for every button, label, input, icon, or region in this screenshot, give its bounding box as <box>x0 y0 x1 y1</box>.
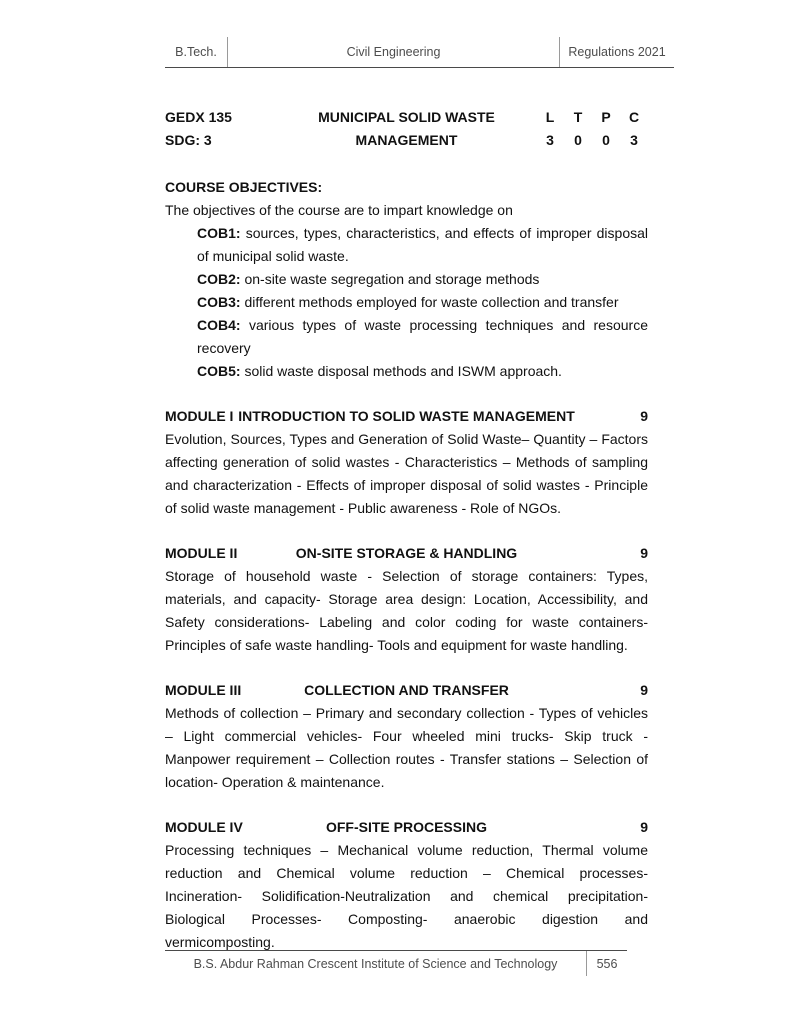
objective-label: COB4: <box>197 317 241 333</box>
module-title: COLLECTION AND TRANSFER <box>304 682 509 698</box>
objective-item-cob5 <box>165 360 648 383</box>
module-2-heading <box>165 542 648 565</box>
course-objectives-heading: COURSE OBJECTIVES: <box>165 179 323 195</box>
ltpc-label-c: C <box>628 109 640 125</box>
course-objectives-section <box>165 176 648 383</box>
objective-label: COB5: <box>197 363 241 379</box>
objective-item-cob4 <box>165 314 648 360</box>
page-header <box>165 37 674 68</box>
ltpc-label-t: T <box>573 109 583 125</box>
footer-page-number: 556 <box>586 951 627 976</box>
module-hours: 9 <box>640 682 648 698</box>
objective-label: COB1: <box>197 225 241 241</box>
ltpc-label-l: L <box>545 109 555 125</box>
ltpc-table <box>536 106 648 152</box>
module-label: MODULE I <box>165 408 234 424</box>
course-code: GEDX 135 <box>165 109 232 125</box>
module-label: MODULE II <box>165 545 238 561</box>
header-degree: B.Tech. <box>175 45 217 59</box>
course-sdg: SDG: 3 <box>165 132 212 148</box>
ltpc-label-p: P <box>601 109 611 125</box>
header-regulations: Regulations 2021 <box>568 45 666 59</box>
module-description: Methods of collection – Primary and secondary collection - Types of vehicles – Light commercial vehicles- Four wheeled mini trucks- Skip truck - Manpower requirement – Collection routes - Transfer stations – Selection of location- Operation & maintenance. <box>165 705 648 790</box>
module-label: MODULE IV <box>165 819 243 835</box>
module-description: Processing techniques – Mechanical volume reduction, Thermal volume reduction and Chemical volume reduction – Chemical processes- Incineration- Solidification-Neutralization and chemical precipitation- Biological Processes- Composting- anaerobic digestion and vermicomposting. <box>165 842 648 950</box>
objective-label: COB3: <box>197 294 241 310</box>
objective-item-cob3 <box>165 291 648 314</box>
objective-item-cob2 <box>165 268 648 291</box>
course-title-line1: MUNICIPAL SOLID WASTE <box>318 109 495 125</box>
course-header <box>165 106 648 152</box>
module-hours: 9 <box>640 408 648 424</box>
footer-institute-name: B.S. Abdur Rahman Crescent Institute of Science and Technology <box>193 956 558 971</box>
syllabus-content <box>165 106 648 954</box>
objective-text: solid waste disposal methods and ISWM approach. <box>244 363 562 379</box>
course-codes <box>165 106 232 152</box>
module-label: MODULE III <box>165 682 242 698</box>
module-hours: 9 <box>640 545 648 561</box>
module-hours: 9 <box>640 819 648 835</box>
module-4-heading <box>165 816 648 839</box>
course-objectives-intro: The objectives of the course are to impart knowledge on <box>165 202 513 218</box>
objective-text: various types of waste processing techniques and resource recovery <box>197 317 648 356</box>
module-1-section <box>165 405 648 520</box>
course-title-line2: MANAGEMENT <box>355 132 458 148</box>
page-footer <box>165 950 627 976</box>
module-2-section <box>165 542 648 657</box>
module-title: ON-SITE STORAGE & HANDLING <box>295 545 518 561</box>
objective-item-cob1 <box>165 222 648 268</box>
module-1-heading <box>165 405 648 428</box>
ltpc-value-p: 0 <box>602 132 610 148</box>
ltpc-value-l: 3 <box>546 132 554 148</box>
module-3-heading <box>165 679 648 702</box>
module-title: INTRODUCTION TO SOLID WASTE MANAGEMENT <box>238 408 575 424</box>
header-department: Civil Engineering <box>227 37 560 67</box>
module-description: Evolution, Sources, Types and Generation of Solid Waste– Quantity – Factors affecting generation of solid wastes - Characteristics – Methods of sampling and characterization - Effects of improper disposal of solid wastes - Principle of solid waste management - Public awareness - Role of NGOs. <box>165 431 648 516</box>
ltpc-value-t: 0 <box>574 132 582 148</box>
module-description: Storage of household waste - Selection of storage containers: Types, materials, and capacity- Storage area design: Location, Accessibility, and Safety considerations- Labeling and color coding for waste containers- Principles of safe waste handling- Tools and equipment for waste handling. <box>165 568 648 653</box>
objective-text: sources, types, characteristics, and effects of improper disposal of municipal solid waste. <box>197 225 648 264</box>
objective-text: on-site waste segregation and storage methods <box>244 271 540 287</box>
objective-text: different methods employed for waste collection and transfer <box>244 294 619 310</box>
objective-label: COB2: <box>197 271 241 287</box>
module-3-section <box>165 679 648 794</box>
module-4-section <box>165 816 648 954</box>
ltpc-value-c: 3 <box>630 132 638 148</box>
module-title: OFF-SITE PROCESSING <box>325 819 487 835</box>
